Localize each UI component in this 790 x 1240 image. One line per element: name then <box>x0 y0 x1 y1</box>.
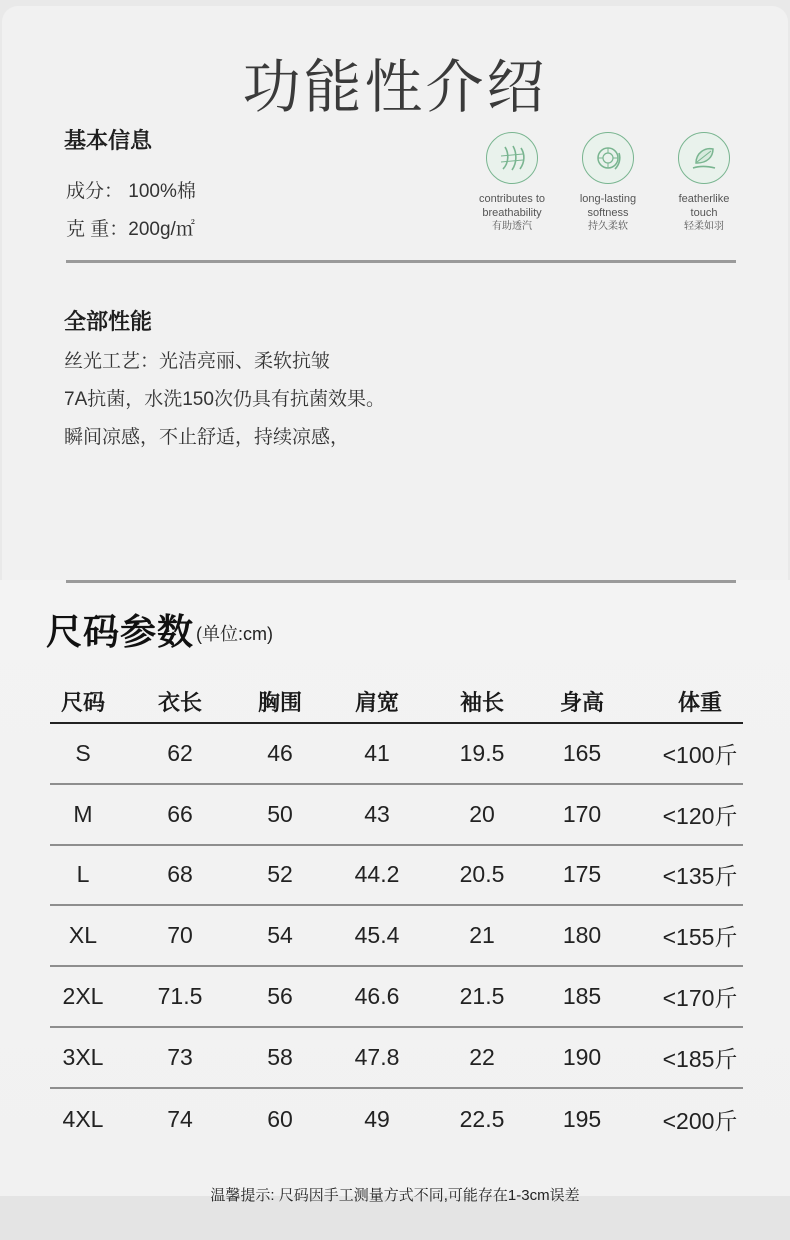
table-row <box>50 1028 743 1089</box>
page-title: 功能性介绍 <box>242 55 548 120</box>
table-row <box>50 1089 743 1150</box>
chest-cell: 60 <box>267 1105 293 1132</box>
feature-softness <box>560 132 656 233</box>
shoulder-cell: 41 <box>364 739 390 766</box>
weight-cell: <200斤 <box>662 1107 738 1134</box>
table-row <box>50 846 743 907</box>
sleeve-cell: 20.5 <box>459 861 505 888</box>
column-header: 衣长 <box>157 689 202 715</box>
performance-line: 丝光工艺：光洁亮丽、柔软抗皱 <box>64 351 331 372</box>
column-header: 身高 <box>559 689 604 715</box>
chest-cell: 50 <box>267 800 293 827</box>
table-row <box>50 785 743 846</box>
sleeve-cell: 22 <box>469 1043 495 1070</box>
size-cell: L <box>76 861 90 888</box>
size-cell: S <box>75 739 91 766</box>
feature-en-line1: contributes to <box>478 193 546 205</box>
table-header-row <box>50 680 743 724</box>
shoulder-cell: 46.6 <box>354 983 400 1010</box>
height-cell: 185 <box>562 983 602 1010</box>
feature-en-line1: long-lasting <box>579 193 637 205</box>
column-header: 袖长 <box>459 689 504 715</box>
sleeve-cell: 21.5 <box>459 983 505 1010</box>
feature-cn-label: 轻柔如羽 <box>684 221 724 232</box>
size-cell: XL <box>68 922 98 949</box>
length-cell: 70 <box>167 922 193 949</box>
shoulder-cell: 45.4 <box>354 922 400 949</box>
breathability-icon <box>486 132 538 184</box>
performance-line: 7A抗菌，水洗150次仍具有抗菌效果。 <box>64 389 385 410</box>
weight-cell: <135斤 <box>662 863 738 890</box>
sleeve-cell: 20 <box>469 800 495 827</box>
divider <box>66 580 736 583</box>
measurement-tip: 温馨提示: 尺码因手工测量方式不同,可能存在1-3cm误差 <box>210 1187 580 1204</box>
height-cell: 195 <box>562 1105 602 1132</box>
chest-cell: 56 <box>267 983 293 1010</box>
feature-feather-touch <box>656 132 752 233</box>
column-header: 尺码 <box>60 689 105 715</box>
performance-line: 瞬间凉感，不止舒适，持续凉感， <box>64 427 350 448</box>
weight-cell: <170斤 <box>662 985 738 1012</box>
weight-cell: <155斤 <box>662 924 738 951</box>
shoulder-cell: 49 <box>364 1105 390 1132</box>
column-header: 体重 <box>677 689 722 715</box>
weight-cell: <120斤 <box>662 802 738 829</box>
shoulder-cell: 43 <box>364 800 390 827</box>
table-row <box>50 906 743 967</box>
size-cell: 2XL <box>62 983 104 1010</box>
table-row <box>50 724 743 785</box>
feature-badges <box>464 132 754 242</box>
height-cell: 180 <box>562 922 602 949</box>
feature-cn-label: 有助透汽 <box>492 221 532 232</box>
feature-cn-label: 持久柔软 <box>588 221 628 232</box>
size-cell: 4XL <box>62 1105 104 1132</box>
feature-en-line2: touch <box>690 207 718 219</box>
sleeve-cell: 21 <box>469 922 495 949</box>
size-chart-unit: (单位:cm) <box>196 624 273 644</box>
length-cell: 66 <box>167 800 193 827</box>
sleeve-cell: 22.5 <box>459 1105 505 1132</box>
height-cell: 175 <box>562 861 602 888</box>
feature-breathability <box>464 132 560 233</box>
weight-cell: <185斤 <box>662 1045 738 1072</box>
chest-cell: 46 <box>267 739 293 766</box>
column-header: 肩宽 <box>354 689 399 715</box>
length-cell: 62 <box>167 739 193 766</box>
chest-cell: 52 <box>267 861 293 888</box>
length-cell: 73 <box>167 1043 193 1070</box>
weight-cell: <100斤 <box>662 741 738 768</box>
height-cell: 165 <box>562 739 602 766</box>
shoulder-cell: 44.2 <box>354 861 400 888</box>
chest-cell: 54 <box>267 922 293 949</box>
size-chart-title: 尺码参数 <box>46 611 195 652</box>
feature-en-line2: softness <box>587 207 629 219</box>
feather-touch-icon <box>678 132 730 184</box>
basic-info-heading: 基本信息 <box>64 128 153 153</box>
length-cell: 68 <box>167 861 193 888</box>
performance-heading: 全部性能 <box>64 309 153 334</box>
shoulder-cell: 47.8 <box>354 1043 400 1070</box>
table-row <box>50 967 743 1028</box>
weight-text: 克 重：200g/㎡ <box>66 219 195 240</box>
softness-icon <box>582 132 634 184</box>
sleeve-cell: 19.5 <box>459 739 505 766</box>
divider <box>66 260 736 263</box>
composition-text: 成分： 100%棉 <box>66 181 196 202</box>
length-cell: 74 <box>167 1105 193 1132</box>
feature-en-line1: featherlike <box>678 193 730 205</box>
height-cell: 170 <box>562 800 602 827</box>
chest-cell: 58 <box>267 1043 293 1070</box>
size-table <box>50 680 743 1150</box>
column-header: 胸围 <box>257 689 302 715</box>
size-cell: 3XL <box>62 1043 104 1070</box>
length-cell: 71.5 <box>157 983 203 1010</box>
feature-en-line2: breathability <box>482 207 542 219</box>
size-cell: M <box>73 800 93 827</box>
height-cell: 190 <box>562 1043 602 1070</box>
